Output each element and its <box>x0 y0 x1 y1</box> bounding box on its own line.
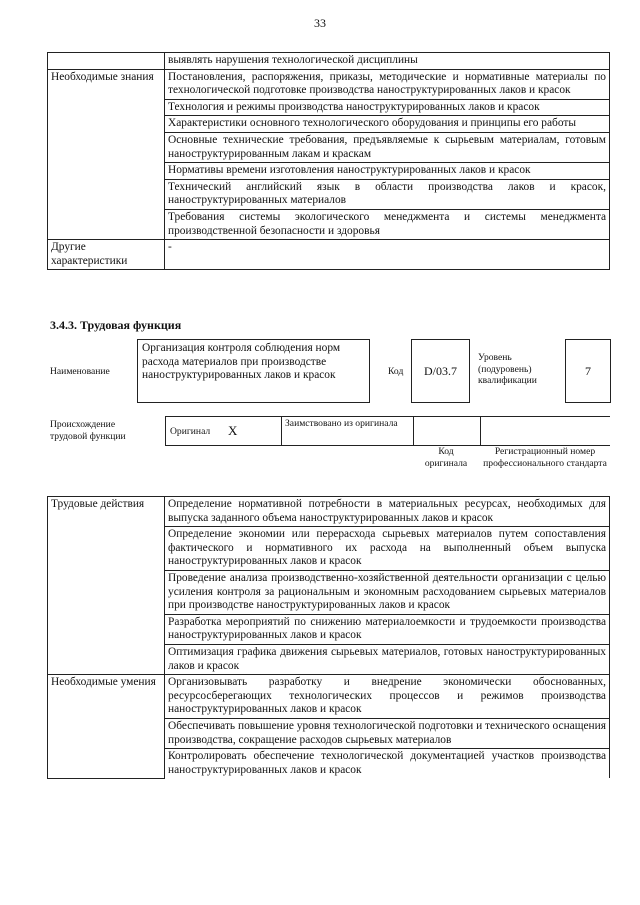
skills-label: Необходимые умения <box>48 675 165 779</box>
divider <box>281 417 282 445</box>
page-number: 33 <box>314 16 326 30</box>
skill-item: Организовывать разработку и внедрение экономически обоснованных, ресурсосберегающих технологических процессов и режимов производства наноструктурированных лаков и красок <box>165 675 610 719</box>
knowledge-table <box>47 52 610 270</box>
original-label: Оригинал <box>170 426 211 437</box>
borrowed-label: Заимствовано из оригинала <box>285 418 398 429</box>
level-box <box>565 339 611 403</box>
action-item: Определение нормативной потребности в материальных ресурсах, необходимых для выпуска заданного объема наноструктурированных лаков и красок <box>165 497 610 527</box>
table-row <box>48 69 610 99</box>
reg-number-caption: Регистрационный номер профессионального стандарта <box>483 446 607 469</box>
action-item: Определение экономии или перерасхода сырьевых материалов путем сопоставления фактического и нормативного их расхода на выполненный объем выпуска наноструктурированных лаков и красок <box>165 527 610 571</box>
action-item: Проведение анализа производственно-хозяйственной деятельности организации с целью усиления контроля за рациональным и экономным расходованием сырьевых материалов при производстве наноструктурированных лаков и красок <box>165 570 610 614</box>
action-item: Оптимизация графика движения сырьевых материалов, готовых наноструктурированных лаков и красок <box>165 644 610 674</box>
knowledge-item: Требования системы экологического менеджмента и системы менеджмента производственной безопасности и здоровья <box>165 209 610 239</box>
action-item: Разработка мероприятий по снижению материалоемкости и трудоемкости производства наноструктурированных лаков и красок <box>165 614 610 644</box>
code-box <box>411 339 470 403</box>
empty-label-cell <box>48 53 165 70</box>
knowledge-item: Технология и режимы производства наноструктурированных лаков и красок <box>165 99 610 116</box>
actions-table <box>47 496 610 779</box>
knowledge-item: Нормативы времени изготовления наноструктурированных лаков и красок <box>165 163 610 180</box>
knowledge-label: Необходимые знания <box>48 69 165 240</box>
skill-item: Контролировать обеспечение технологической документацией участков производства наноструктурированных лаков и красок <box>165 749 610 779</box>
other-value: - <box>165 240 610 270</box>
knowledge-item: Постановления, распоряжения, приказы, методические и нормативные материалы по технологической подготовке производства наноструктурированных лаков и красок <box>165 69 610 99</box>
table-row <box>48 53 610 70</box>
skill-item: Обеспечивать повышение уровня технологической подготовки и технического оснащения производства, сокращение расходов сырьевых материалов <box>165 718 610 748</box>
table-row <box>48 675 610 719</box>
origin-row <box>165 416 610 446</box>
name-label: Наименование <box>50 366 110 377</box>
top-row-text: выявлять нарушения технологической дисциплины <box>165 53 610 70</box>
actions-label: Трудовые действия <box>48 497 165 675</box>
section-title: 3.4.3. Трудовая функция <box>50 318 182 332</box>
divider <box>413 417 414 445</box>
level-value: 7 <box>585 364 591 378</box>
original-mark: X <box>228 423 238 438</box>
name-value: Организация контроля соблюдения норм расхода материалов при производстве наноструктурированных лаков и красок <box>142 342 341 382</box>
level-label: Уровень (подуровень) квалификации <box>478 352 537 386</box>
code-label: Код <box>388 366 404 377</box>
other-label: Другие характеристики <box>48 240 165 270</box>
code-value: D/03.7 <box>424 364 457 378</box>
table-row <box>48 497 610 527</box>
table-row <box>48 240 610 270</box>
divider <box>480 417 481 445</box>
knowledge-item: Технический английский язык в области производства лаков и красок, наноструктурированных материалов <box>165 179 610 209</box>
orig-code-caption: Код оригинала <box>424 446 468 469</box>
knowledge-item: Основные технические требования, предъявляемые к сырьевым материалам, готовым наноструктурированным лакам и краскам <box>165 132 610 162</box>
knowledge-item: Характеристики основного технологического оборудования и принципы его работы <box>165 116 610 133</box>
name-box <box>137 339 370 403</box>
origin-label: Происхождение трудовой функции <box>50 419 126 442</box>
